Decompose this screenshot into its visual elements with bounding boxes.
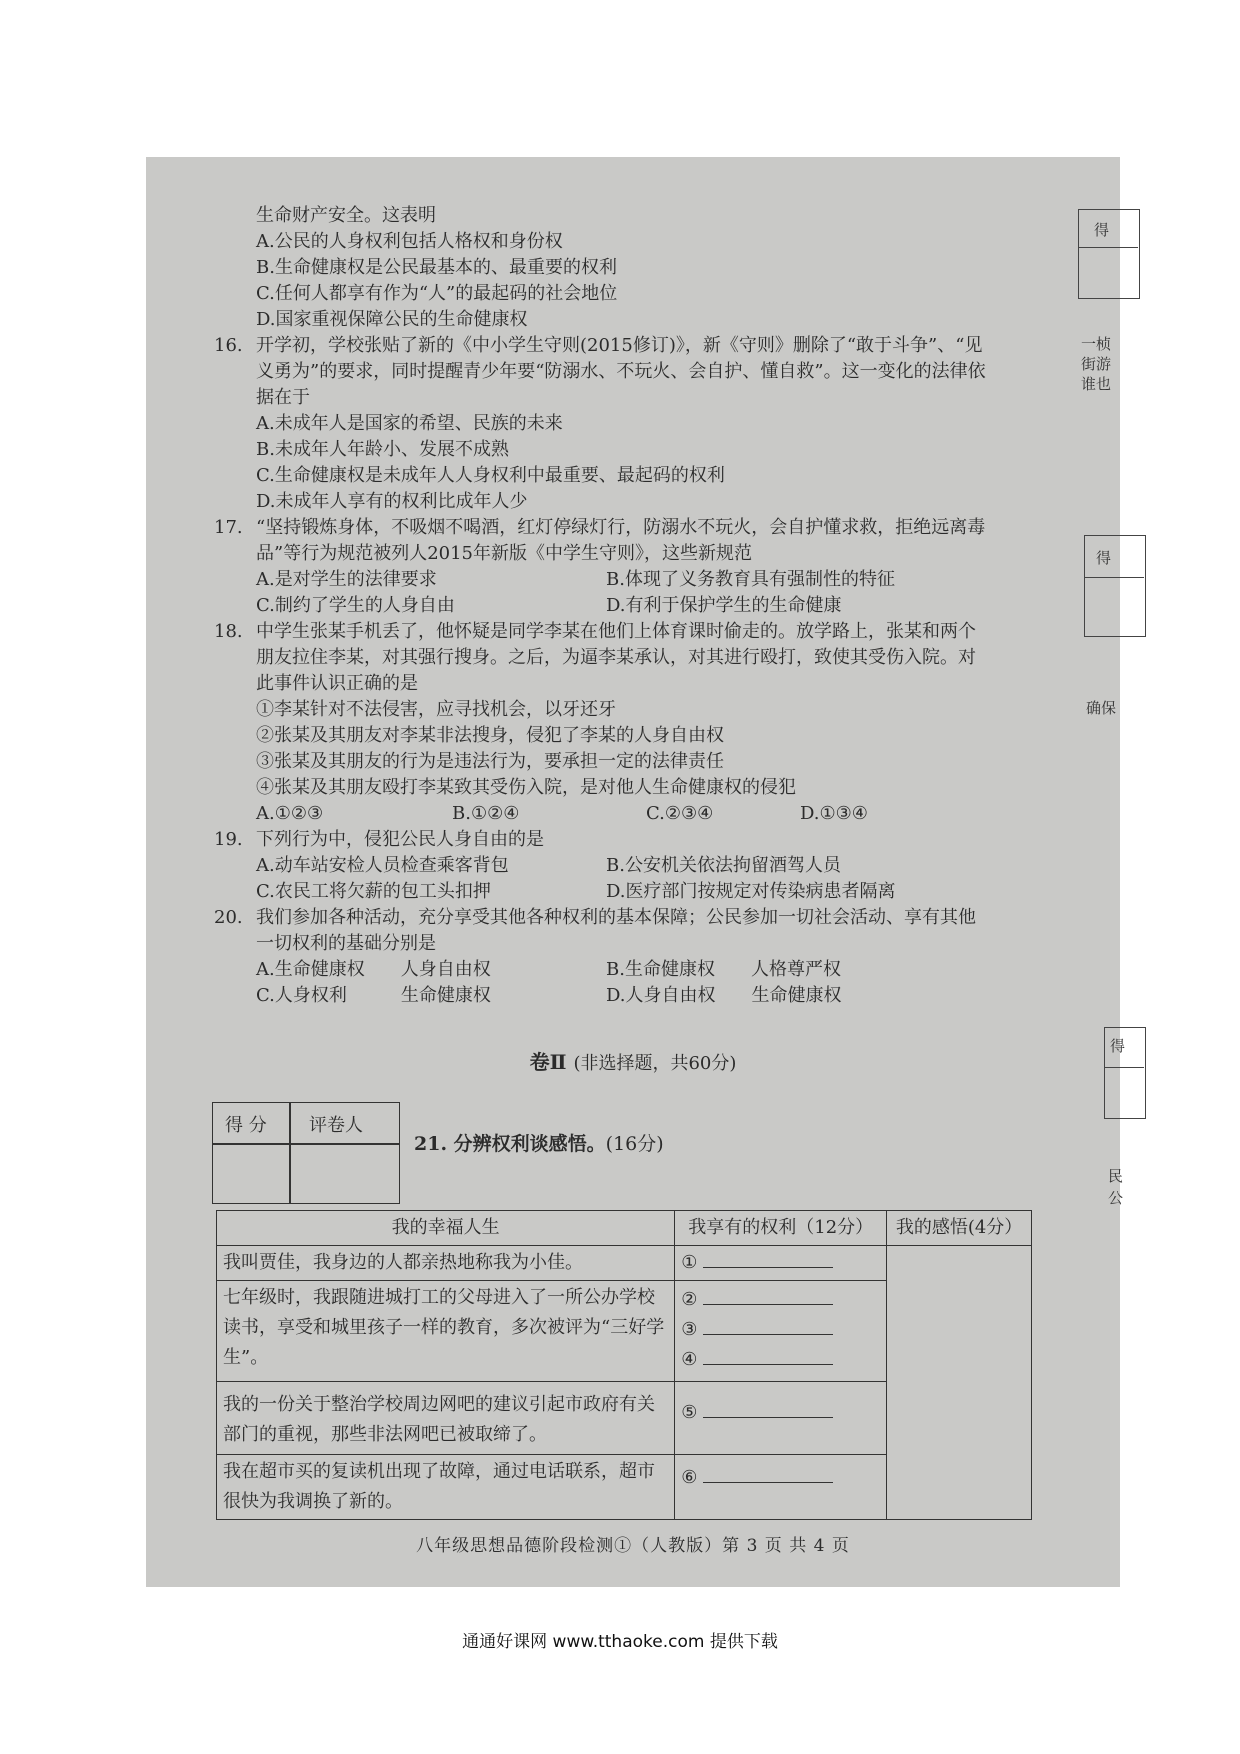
edge-text-a: 一桢	[1081, 335, 1112, 353]
q15-stem-tail: 生命财产安全。这表明	[256, 205, 436, 226]
row4-answers	[675, 1455, 887, 1520]
answer-line-4	[703, 1346, 833, 1365]
q18-option-b: B.①②④	[452, 803, 520, 824]
q18-stem-line3: 此事件认识正确的是	[256, 673, 418, 694]
rights-table	[216, 1210, 1032, 1520]
row2-answers	[675, 1281, 887, 1382]
answer-line-6	[703, 1464, 833, 1483]
answer-line-3	[703, 1316, 833, 1335]
q21-points: (16分)	[605, 1133, 664, 1155]
q16-option-c: C.生命健康权是未成年人人身权利中最重要、最起码的权利	[256, 465, 725, 486]
q18-item-1: ①李某针对不法侵害，应寻找机会，以牙还牙	[256, 699, 616, 720]
q18-option-a: A.①②③	[256, 803, 324, 824]
q18-option-c: C.②③④	[646, 803, 714, 824]
q19-option-b: B.公安机关依法拘留酒驾人员	[606, 855, 841, 876]
edge-score-box-2	[1084, 535, 1146, 637]
q15-option-a: A.公民的人身权利包括人格权和身份权	[256, 231, 563, 252]
edge-rule-2	[1084, 577, 1144, 578]
header-feelings: 我的感悟(4分）	[887, 1211, 1032, 1246]
q19-number: 19.	[214, 829, 243, 850]
q16-option-d: D.未成年人享有的权利比成年人少	[256, 491, 528, 512]
section-title-main: 卷Ⅱ	[529, 1050, 567, 1074]
row3-answers	[675, 1382, 887, 1455]
score-box-rule	[213, 1143, 399, 1145]
edge-text-defen-1: 得	[1094, 221, 1110, 239]
q18-item-4: ④张某及其朋友殴打李某致其受伤入院，是对他人生命健康权的侵犯	[256, 777, 796, 798]
answer-blank-6[interactable]	[681, 1463, 880, 1493]
header-rights: 我享有的权利（12分）	[675, 1211, 887, 1246]
q18-item-3: ③张某及其朋友的行为是违法行为，要承担一定的法律责任	[256, 751, 724, 772]
edge-text-f: 公	[1108, 1189, 1124, 1207]
exam-paper	[146, 157, 1126, 1587]
q16-option-b: B.未成年人年龄小、发展不成熟	[256, 439, 509, 460]
section-title	[146, 1046, 1120, 1075]
q18-stem-line2: 朋友拉住李某，对其强行搜身。之后，为逼李某承认，对其进行殴打，致使其受伤入院。对	[256, 647, 976, 668]
q20-number: 20.	[214, 907, 243, 928]
edge-text-d: 确保	[1086, 699, 1117, 717]
q17-option-b: B.体现了义务教育具有强制性的特征	[606, 569, 895, 590]
edge-text-c: 谁也	[1081, 375, 1112, 393]
q15-option-b: B.生命健康权是公民最基本的、最重要的权利	[256, 257, 617, 278]
row3-text: 我的一份关于整治学校周边网吧的建议引起市政府有关部门的重视，那些非法网吧已被取缔了。	[217, 1382, 675, 1455]
q19-option-c: C.农民工将欠薪的包工头扣押	[256, 881, 491, 902]
q19-option-d: D.医疗部门按规定对传染病患者隔离	[606, 881, 896, 902]
answer-mark-3: ③	[681, 1319, 698, 1340]
q16-stem-line1: 开学初，学校张贴了新的《中小学生守则(2015修订)》，新《守则》删除了“敢于斗争”、“见	[256, 335, 983, 356]
answer-mark-4: ④	[681, 1349, 698, 1370]
answer-mark-6: ⑥	[681, 1467, 698, 1488]
score-label: 得 分	[225, 1115, 267, 1136]
q17-number: 17.	[214, 517, 243, 538]
answer-mark-5: ⑤	[681, 1402, 698, 1423]
q16-number: 16.	[214, 335, 243, 356]
feelings-answer-cell[interactable]	[887, 1246, 1032, 1520]
answer-line-1	[703, 1249, 833, 1268]
q15-option-c: C.任何人都享有作为“人”的最起码的社会地位	[256, 283, 618, 304]
q18-option-d: D.①③④	[800, 803, 868, 824]
q20-option-a: A.生命健康权 人身自由权	[256, 959, 491, 980]
row1-answers	[675, 1246, 887, 1281]
q21-title-text: 21. 分辨权利谈感悟。	[414, 1133, 606, 1155]
q17-stem-line1: “坚持锻炼身体，不吸烟不喝酒，红灯停绿灯行，防溺水不玩火，会自护懂求救，拒绝远离毒	[256, 517, 986, 538]
score-box	[212, 1102, 400, 1204]
q16-stem-line3: 据在于	[256, 387, 310, 408]
q20-stem-line2: 一切权利的基础分别是	[256, 933, 436, 954]
edge-text-e: 民	[1108, 1167, 1124, 1185]
q17-option-a: A.是对学生的法律要求	[256, 569, 437, 590]
q20-option-b: B.生命健康权 人格尊严权	[606, 959, 841, 980]
q20-option-c: C.人身权利 生命健康权	[256, 985, 491, 1006]
score-box-divider	[289, 1103, 291, 1203]
q15-option-d: D.国家重视保障公民的生命健康权	[256, 309, 528, 330]
answer-blank-5[interactable]	[681, 1398, 880, 1428]
grader-label: 评卷人	[309, 1115, 363, 1136]
q21-title	[414, 1129, 664, 1156]
table-row	[217, 1246, 1032, 1281]
header-life: 我的幸福人生	[217, 1211, 675, 1246]
download-credit: 通通好课网 www.tthaoke.com 提供下载	[462, 1632, 778, 1652]
edge-text-b: 街游	[1081, 355, 1112, 373]
answer-mark-2: ②	[681, 1289, 698, 1310]
table-header-row	[217, 1211, 1032, 1246]
page-footer: 八年级思想品德阶段检测①（人教版）第 3 页 共 4 页	[416, 1536, 850, 1556]
q17-option-d: D.有利于保护学生的生命健康	[606, 595, 842, 616]
q20-stem-line1: 我们参加各种活动，充分享受其他各种权利的基本保障；公民参加一切社会活动、享有其他	[256, 907, 976, 928]
answer-blank-3[interactable]	[681, 1315, 880, 1345]
q16-stem-line2: 义勇为”的要求，同时提醒青少年要“防溺水、不玩火、会自护、懂自救”。这一变化的法律依	[256, 361, 986, 382]
q18-item-2: ②张某及其朋友对李某非法搜身，侵犯了李某的人身自由权	[256, 725, 724, 746]
answer-blank-2[interactable]	[681, 1285, 880, 1315]
section-title-sub: (非选择题，共60分)	[573, 1053, 737, 1074]
edge-rule-3	[1104, 1067, 1144, 1068]
q17-option-c: C.制约了学生的人身自由	[256, 595, 455, 616]
q19-stem: 下列行为中，侵犯公民人身自由的是	[256, 829, 544, 850]
q18-number: 18.	[214, 621, 243, 642]
answer-line-5	[703, 1399, 833, 1418]
answer-line-2	[703, 1286, 833, 1305]
q16-option-a: A.未成年人是国家的希望、民族的未来	[256, 413, 563, 434]
edge-text-defen-2: 得	[1096, 549, 1112, 567]
row4-text: 我在超市买的复读机出现了故障，通过电话联系，超市很快为我调换了新的。	[217, 1455, 675, 1520]
row2-text: 七年级时，我跟随进城打工的父母进入了一所公办学校读书，享受和城里孩子一样的教育，多次被评为“三好学生”。	[217, 1281, 675, 1382]
row1-text: 我叫贾佳，我身边的人都亲热地称我为小佳。	[217, 1246, 675, 1281]
q17-stem-line2: 品”等行为规范被列人2015年新版《中学生守则》，这些新规范	[256, 543, 753, 564]
edge-rule-1	[1078, 247, 1138, 248]
q18-stem-line1: 中学生张某手机丢了，他怀疑是同学李某在他们上体育课时偷走的。放学路上，张某和两个	[256, 621, 976, 642]
answer-blank-4[interactable]	[681, 1345, 880, 1375]
q19-option-a: A.动车站安检人员检查乘客背包	[256, 855, 509, 876]
edge-text-defen-3: 得	[1110, 1037, 1126, 1055]
answer-blank-1[interactable]	[681, 1248, 880, 1278]
answer-mark-1: ①	[681, 1252, 698, 1273]
q20-option-d: D.人身自由权 生命健康权	[606, 985, 842, 1006]
